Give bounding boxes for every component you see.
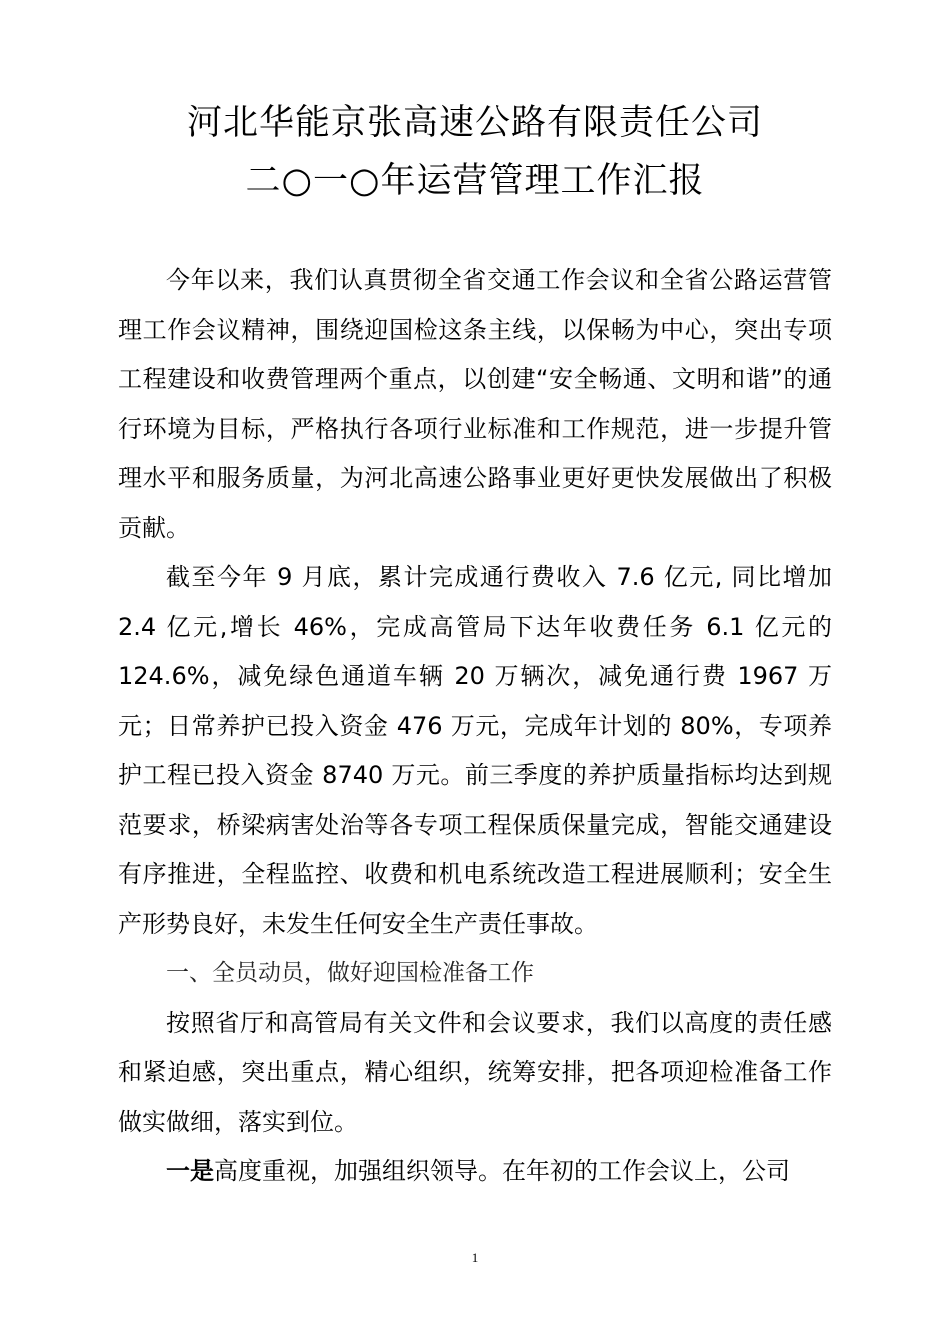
section-paragraph: 按照省厅和高管局有关文件和会议要求，我们以高度的责任感和紧迫感，突出重点，精心组织，统筹安排，把各项迎检准备工作做实做细，落实到位。 — [118, 1008, 832, 1136]
document-title-line-1: 河北华能京张高速公路有限责任公司 — [186, 103, 763, 143]
intro-paragraph: 今年以来，我们认真贯彻全省交通工作会议和全省公路运营管理工作会议精神，围绕迎国检这条主线，以保畅为中心，突出专项工程建设和收费管理两个重点，以创建“安全畅通、文明和谐”的通行环境为目标，严格执行各项行业标准和工作规范，进一步提升管理水平和服务质量，为河北高速公路事业更好更快发展做出了积极贡献。 — [118, 266, 832, 542]
item-lead: 一是 — [166, 1157, 214, 1185]
item-paragraph — [118, 1147, 832, 1197]
page-number: 1 — [471, 1250, 479, 1265]
document-body — [118, 256, 832, 1197]
document-title-line-2: 二○一○年运营管理工作汇报 — [245, 161, 705, 201]
statistics-paragraph: 截至今年 9 月底，累计完成通行费收入 7.6 亿元, 同比增加 2.4 亿元,增长 46%，完成高管局下达年收费任务 6.1 亿元的 124.6%，减免绿色通道车辆 20 万辆次，减免通行费 1967 万元；日常养护已投入资金 476 万元，完成年计划的 80%，专项养护工程已投入资金 8740 万元。前三季度的养护质量指标均达到规范要求，桥梁病害处治等各专项工程保质保量完成，智能交通建设有序推进，全程监控、收费和机电系统改造工程进展顺利；安全生产形势良好，未发生任何安全生产责任事故。 — [118, 563, 832, 938]
section-heading: 一、全员动员，做好迎国检准备工作 — [166, 960, 534, 986]
item-text: 高度重视，加强组织领导。在年初的工作会议上，公司 — [214, 1157, 790, 1185]
